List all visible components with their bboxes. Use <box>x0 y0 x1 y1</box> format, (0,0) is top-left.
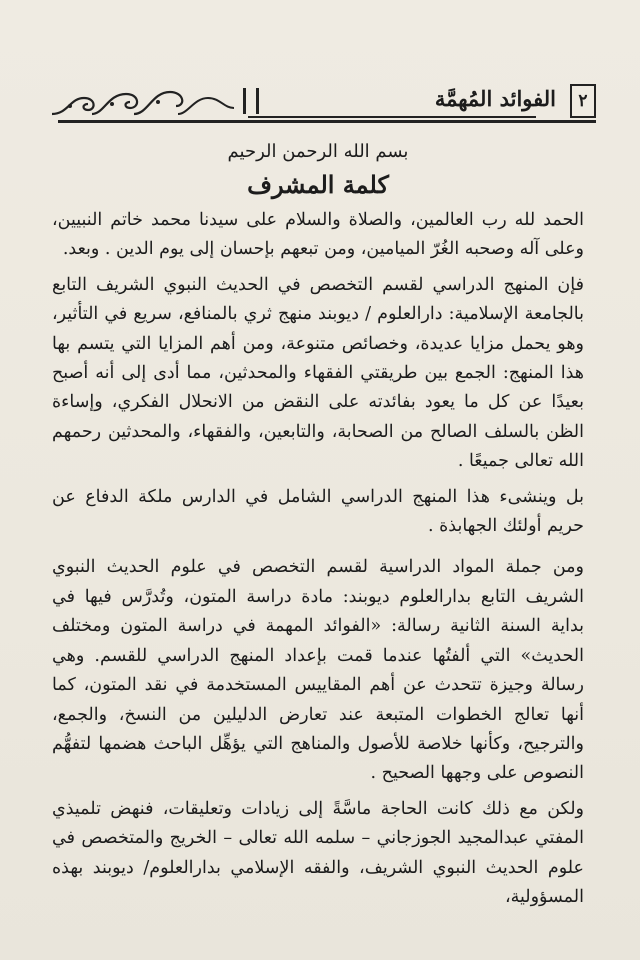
page-number: ٢ <box>570 84 596 118</box>
paragraph-1: الحمد لله رب العالمين، والصلاة والسلام على سيدنا محمد خاتم النبيين، وعلى آله وصحبه الغُرّ الميامين، ومن تبعهم بإحسان إلى يوم الدين . وبعد. <box>52 210 584 260</box>
paragraph-2: فإن المنهج الدراسي لقسم التخصص في الحديث النبوي الشريف التابع بالجامعة الإسلامية: دارالعلوم / ديوبند منهج ثري بالمنافع، سريع في التأثير، وهو يحمل مزايا عديدة، وخصائص متنوعة، ومن أهم المزايا التي يتسم بها هذا المنهج: الجمع بين طريقتي الفقهاء والمحدثين، مما أدى إلى أنه أصبح بعيدًا عن كل ما يعود بفائدته على النقض من الانحلال الفكري، وإساءة الظن بالسلف الصالح من الصحابة، والتابعين، والفقهاء، والمحدثين رحمهم الله تعالى جميعًا . <box>52 274 584 472</box>
paragraph-5: ولكن مع ذلك كانت الحاجة ماسَّةً إلى زيادات وتعليقات، فنهض تلميذي المفتي عبدالمجيد الجوزجاني – سلمه الله تعالى – الخريج والمتخصص في علوم الحديث النبوي الشريف، والفقه الإسلامي بدارالعلوم/ ديوبند بهذه المسؤولية، <box>52 798 584 907</box>
header-rule <box>248 116 536 118</box>
page-header <box>48 82 596 122</box>
basmala: بسم الله الرحمن الرحيم <box>227 141 409 162</box>
header-rule-bottom <box>58 120 596 123</box>
title-separator-bars <box>243 88 259 114</box>
paragraph-4: ومن جملة المواد الدراسية لقسم التخصص في علوم الحديث النبوي الشريف التابع بدارالعلوم ديوبند: مادة دراسة المتون، وتُدرَّس فيها في بداية السنة الثانية رسالة: «الفوائد المهمة في دراسة المتون ومختلف الحديث» التي ألفتُها عندما قمت بإعداد المنهج الدراسي للقسم. وهي رسالة وجيزة تتحدث عن أهم المقاييس المستخدمة في نقد المتون، كما أنها تعالج الخطوات المتبعة عند تعارض الدليلين من النسخ، والجمع، والترجيح، وكأنها خلاصة للأصول والمناهج التي يؤهِّل الباحث هضمها لتفهُّم النصوص على وجهها الصحيح . <box>52 557 584 784</box>
running-title: الفوائد المُهمَّة <box>434 86 556 111</box>
section-heading: كلمة المشرف <box>247 170 389 199</box>
decorative-ornament-icon <box>48 84 238 120</box>
paragraph-3: بل وينشىء هذا المنهج الدراسي الشامل في الدارس ملكة الدفاع عن حريم أولئك الجهابذة . <box>52 486 584 537</box>
page-body <box>52 138 584 918</box>
